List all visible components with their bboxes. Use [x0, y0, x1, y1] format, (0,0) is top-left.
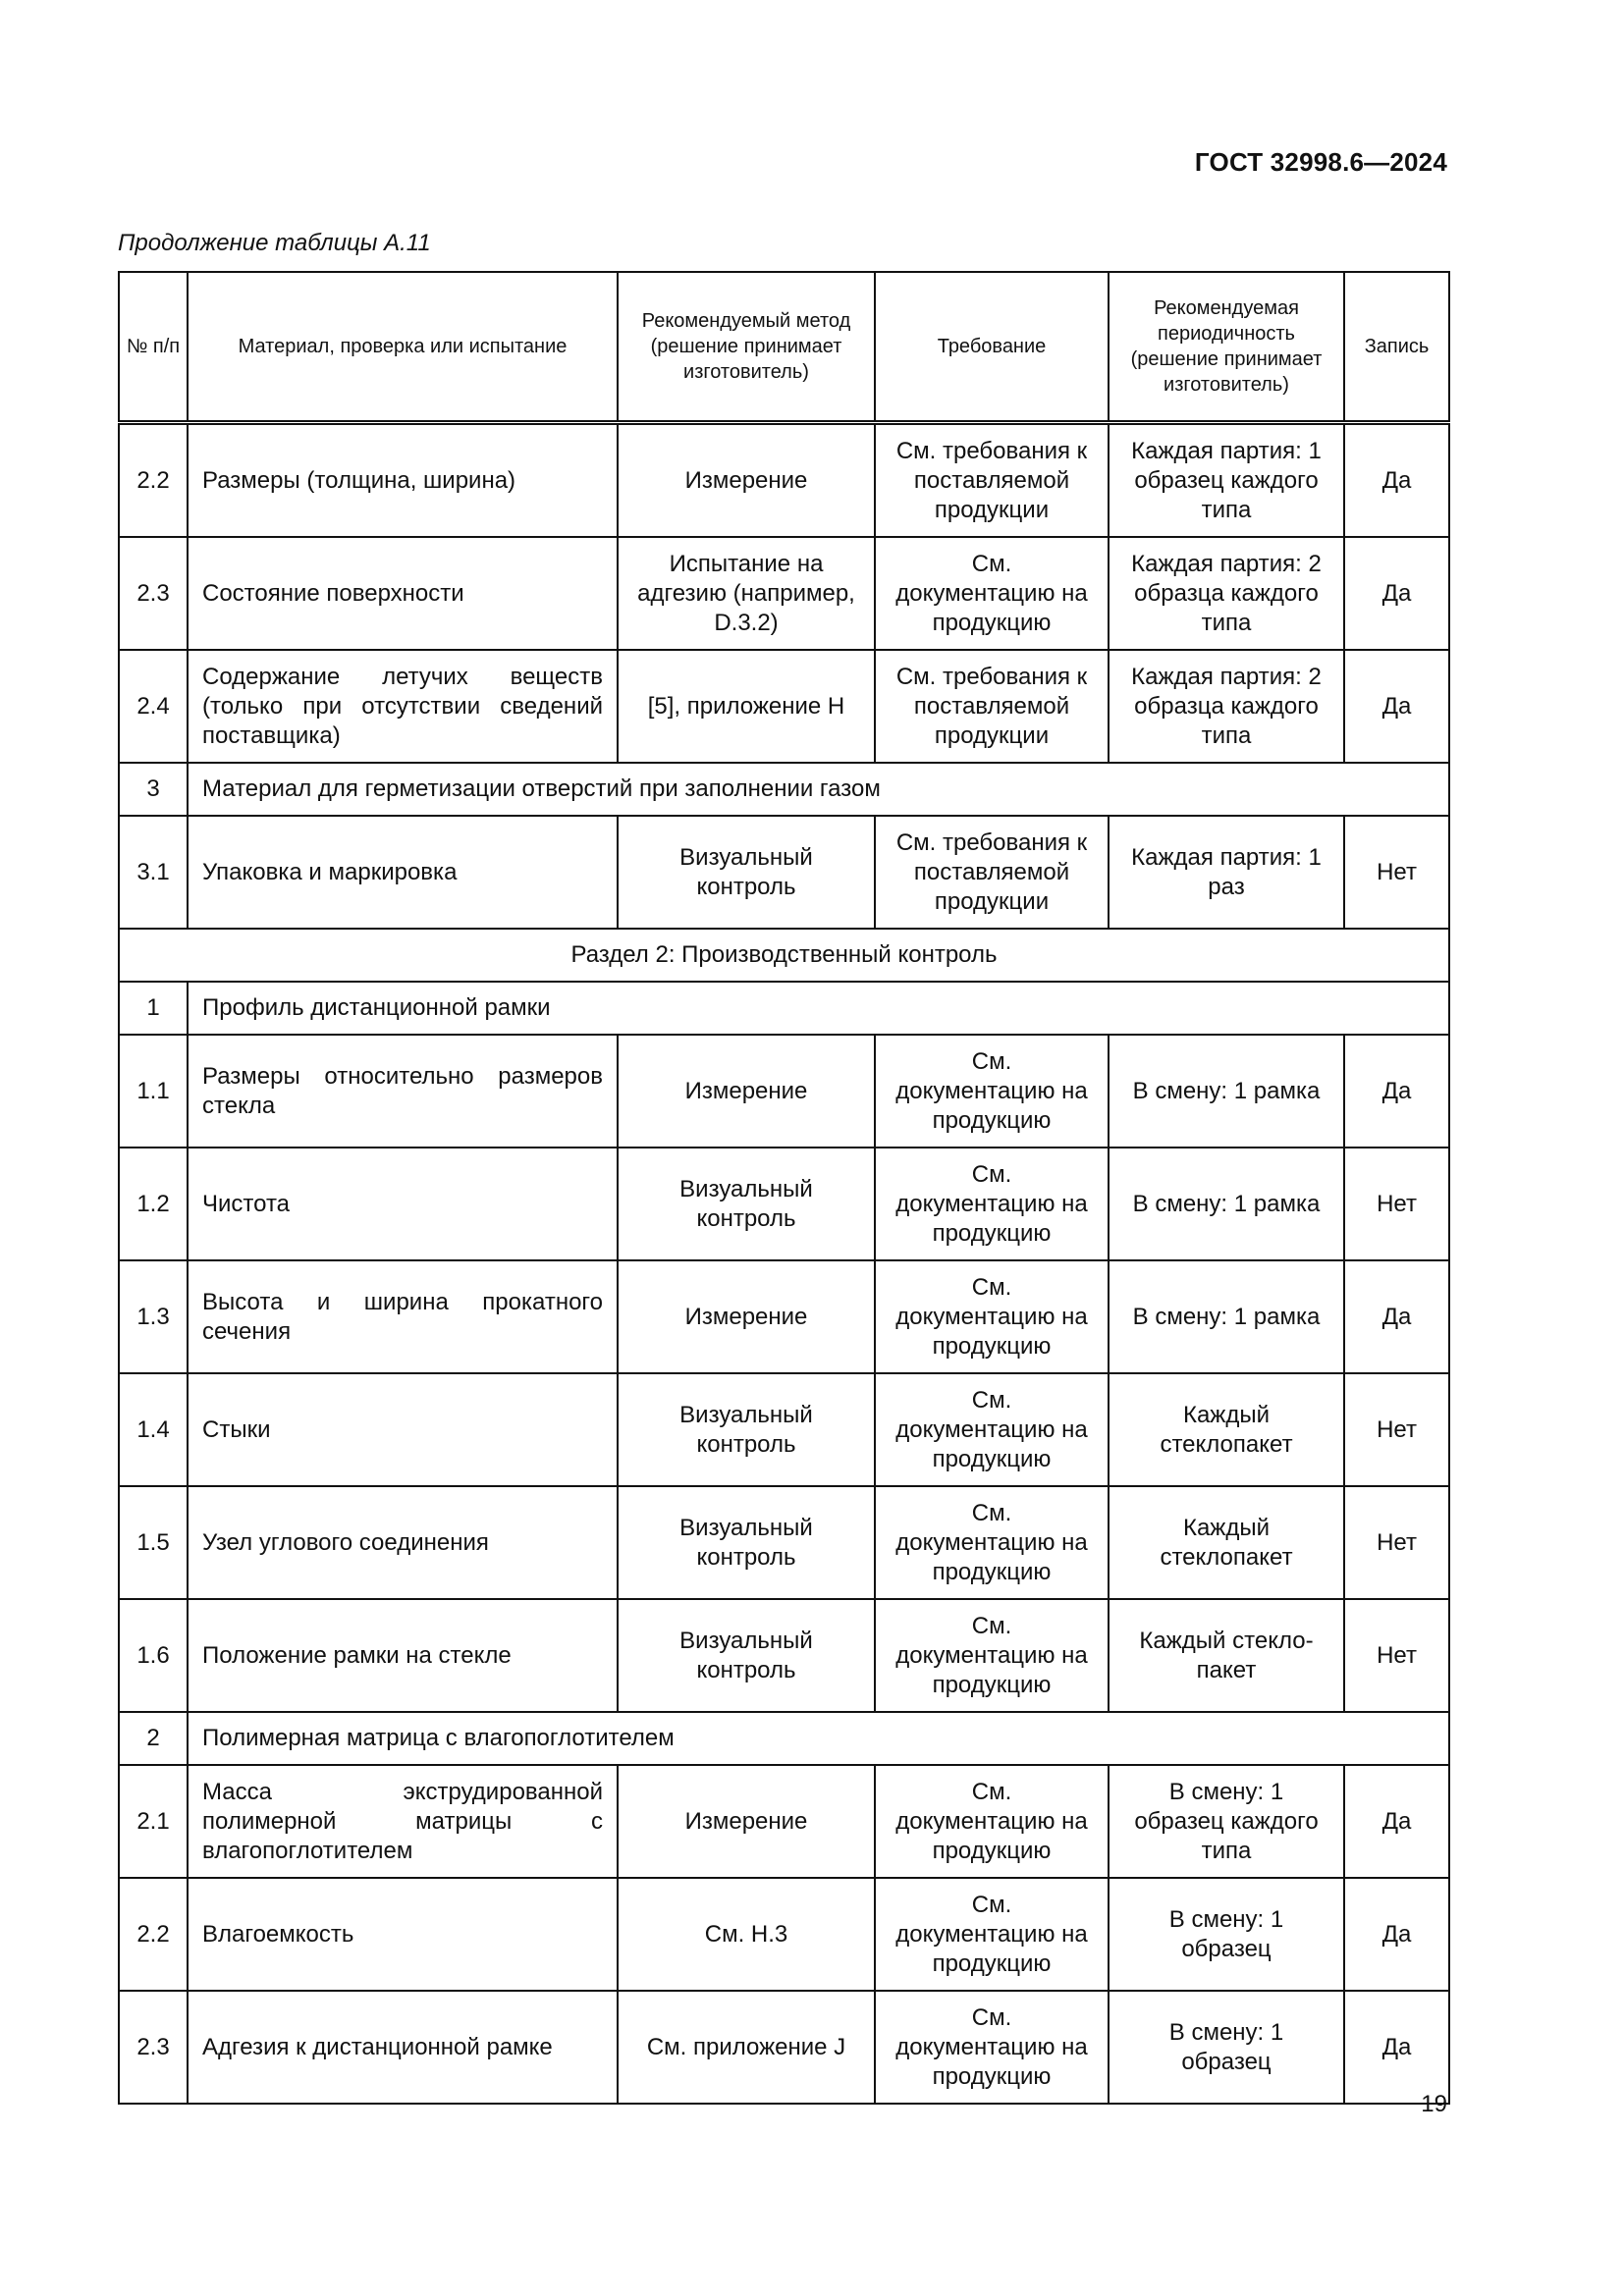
cell-requirement: См. документацию на продукцию: [875, 1599, 1109, 1712]
table-row: [119, 1373, 1449, 1486]
cell-number: 1.4: [119, 1373, 188, 1486]
header-material: Материал, проверка или испытание: [188, 272, 618, 423]
cell-material: Положение рамки на стекле: [188, 1599, 618, 1712]
cell-requirement: См. документацию на продукцию: [875, 1373, 1109, 1486]
table-row: [119, 1878, 1449, 1991]
cell-material: Содержание летучих веществ (только при отсутствии сведений поставщика): [188, 650, 618, 763]
cell-group-title: Материал для герметизации отверстий при заполнении газом: [188, 763, 1449, 816]
table-row: [119, 816, 1449, 929]
table-row: [119, 1991, 1449, 2104]
table-row: [119, 1148, 1449, 1260]
cell-frequency: В смену: 1 образец каждого типа: [1109, 1765, 1344, 1878]
cell-record: Да: [1344, 537, 1449, 650]
cell-record: Да: [1344, 1878, 1449, 1991]
header-record: Запись: [1344, 272, 1449, 423]
cell-record: Да: [1344, 1765, 1449, 1878]
cell-material: Размеры (толщина, ширина): [188, 423, 618, 538]
cell-number: 2.4: [119, 650, 188, 763]
cell-requirement: См. документацию на продукцию: [875, 1878, 1109, 1991]
group-row: [119, 763, 1449, 816]
cell-frequency: Каждый стеклопакет: [1109, 1373, 1344, 1486]
table-row: [119, 423, 1449, 538]
cell-record: Да: [1344, 1035, 1449, 1148]
cell-material: Состояние поверхности: [188, 537, 618, 650]
cell-requirement: См. документацию на продукцию: [875, 537, 1109, 650]
cell-material: Стыки: [188, 1373, 618, 1486]
cell-record: Нет: [1344, 1486, 1449, 1599]
cell-frequency: Каждая партия: 2 образца каждого типа: [1109, 537, 1344, 650]
cell-group-title: Полимерная матрица с влагопоглотителем: [188, 1712, 1449, 1765]
cell-number: 2.2: [119, 423, 188, 538]
table-row: [119, 650, 1449, 763]
cell-number: 1.5: [119, 1486, 188, 1599]
table-row: [119, 537, 1449, 650]
cell-frequency: В смену: 1 рамка: [1109, 1148, 1344, 1260]
cell-method: См. приложение J: [618, 1991, 875, 2104]
cell-record: Нет: [1344, 816, 1449, 929]
cell-group-title: Профиль дистанционной рамки: [188, 982, 1449, 1035]
cell-number: 2.3: [119, 1991, 188, 2104]
cell-record: Нет: [1344, 1148, 1449, 1260]
cell-number: 3: [119, 763, 188, 816]
cell-material: Высота и ширина прокатного сечения: [188, 1260, 618, 1373]
cell-record: Да: [1344, 650, 1449, 763]
cell-frequency: Каждый стекло-пакет: [1109, 1599, 1344, 1712]
header-requirement: Требование: [875, 272, 1109, 423]
table-header-row: [119, 272, 1449, 423]
cell-number: 1.1: [119, 1035, 188, 1148]
cell-method: См. Н.3: [618, 1878, 875, 1991]
group-row: [119, 1712, 1449, 1765]
cell-material: Упаковка и маркировка: [188, 816, 618, 929]
cell-method: Измерение: [618, 423, 875, 538]
cell-record: Нет: [1344, 1373, 1449, 1486]
cell-record: Да: [1344, 1991, 1449, 2104]
cell-method: Измерение: [618, 1765, 875, 1878]
cell-material: Узел углового соединения: [188, 1486, 618, 1599]
cell-record: Да: [1344, 423, 1449, 538]
cell-material: Влагоемкость: [188, 1878, 618, 1991]
cell-requirement: См. документацию на продукцию: [875, 1148, 1109, 1260]
cell-frequency: В смену: 1 рамка: [1109, 1035, 1344, 1148]
cell-number: 1: [119, 982, 188, 1035]
cell-material: Адгезия к дистанционной рамке: [188, 1991, 618, 2104]
cell-frequency: Каждая партия: 1 образец каждого типа: [1109, 423, 1344, 538]
cell-requirement: См. документацию на продукцию: [875, 1260, 1109, 1373]
cell-requirement: См. документацию на продукцию: [875, 1765, 1109, 1878]
cell-frequency: В смену: 1 рамка: [1109, 1260, 1344, 1373]
table-row: [119, 1486, 1449, 1599]
cell-number: 2.3: [119, 537, 188, 650]
table-row: [119, 1765, 1449, 1878]
cell-record: Да: [1344, 1260, 1449, 1373]
table-row: [119, 1035, 1449, 1148]
cell-requirement: См. требования к поставляемой продукции: [875, 816, 1109, 929]
header-number: № п/п: [119, 272, 188, 423]
cell-number: 2.2: [119, 1878, 188, 1991]
header-frequency: Рекомендуемая периодичность (решение принимает изготовитель): [1109, 272, 1344, 423]
inspection-table: [118, 271, 1450, 2105]
cell-method: Визуальный контроль: [618, 1599, 875, 1712]
table-row: [119, 1599, 1449, 1712]
group-row: [119, 982, 1449, 1035]
cell-requirement: См. документацию на продукцию: [875, 1486, 1109, 1599]
cell-method: Визуальный контроль: [618, 816, 875, 929]
cell-number: 1.6: [119, 1599, 188, 1712]
cell-frequency: В смену: 1 образец: [1109, 1878, 1344, 1991]
section-row: [119, 929, 1449, 982]
cell-method: Испытание на адгезию (например, D.3.2): [618, 537, 875, 650]
cell-frequency: Каждая партия: 1 раз: [1109, 816, 1344, 929]
cell-number: 3.1: [119, 816, 188, 929]
cell-material: Масса экструдированной полимерной матрицы с влагопоглотителем: [188, 1765, 618, 1878]
cell-method: [5], приложение Н: [618, 650, 875, 763]
cell-frequency: Каждая партия: 2 образца каждого типа: [1109, 650, 1344, 763]
page-number: 19: [1421, 2091, 1447, 2117]
cell-method: Визуальный контроль: [618, 1486, 875, 1599]
cell-number: 2: [119, 1712, 188, 1765]
header-method: Рекомендуемый метод (решение принимает изготовитель): [618, 272, 875, 423]
document-code: ГОСТ 32998.6—2024: [1194, 147, 1447, 177]
cell-method: Измерение: [618, 1035, 875, 1148]
table-row: [119, 1260, 1449, 1373]
cell-requirement: См. документацию на продукцию: [875, 1991, 1109, 2104]
cell-number: 1.3: [119, 1260, 188, 1373]
cell-method: Визуальный контроль: [618, 1148, 875, 1260]
cell-requirement: См. документацию на продукцию: [875, 1035, 1109, 1148]
cell-requirement: См. требования к поставляемой продукции: [875, 650, 1109, 763]
cell-method: Измерение: [618, 1260, 875, 1373]
cell-requirement: См. требования к поставляемой продукции: [875, 423, 1109, 538]
cell-material: Чистота: [188, 1148, 618, 1260]
cell-method: Визуальный контроль: [618, 1373, 875, 1486]
table-caption: Продолжение таблицы А.11: [118, 230, 431, 256]
cell-record: Нет: [1344, 1599, 1449, 1712]
cell-material: Размеры относительно размеров стекла: [188, 1035, 618, 1148]
cell-number: 1.2: [119, 1148, 188, 1260]
cell-number: 2.1: [119, 1765, 188, 1878]
cell-frequency: Каждый стеклопакет: [1109, 1486, 1344, 1599]
cell-frequency: В смену: 1 образец: [1109, 1991, 1344, 2104]
cell-section-title: Раздел 2: Производственный контроль: [119, 929, 1449, 982]
